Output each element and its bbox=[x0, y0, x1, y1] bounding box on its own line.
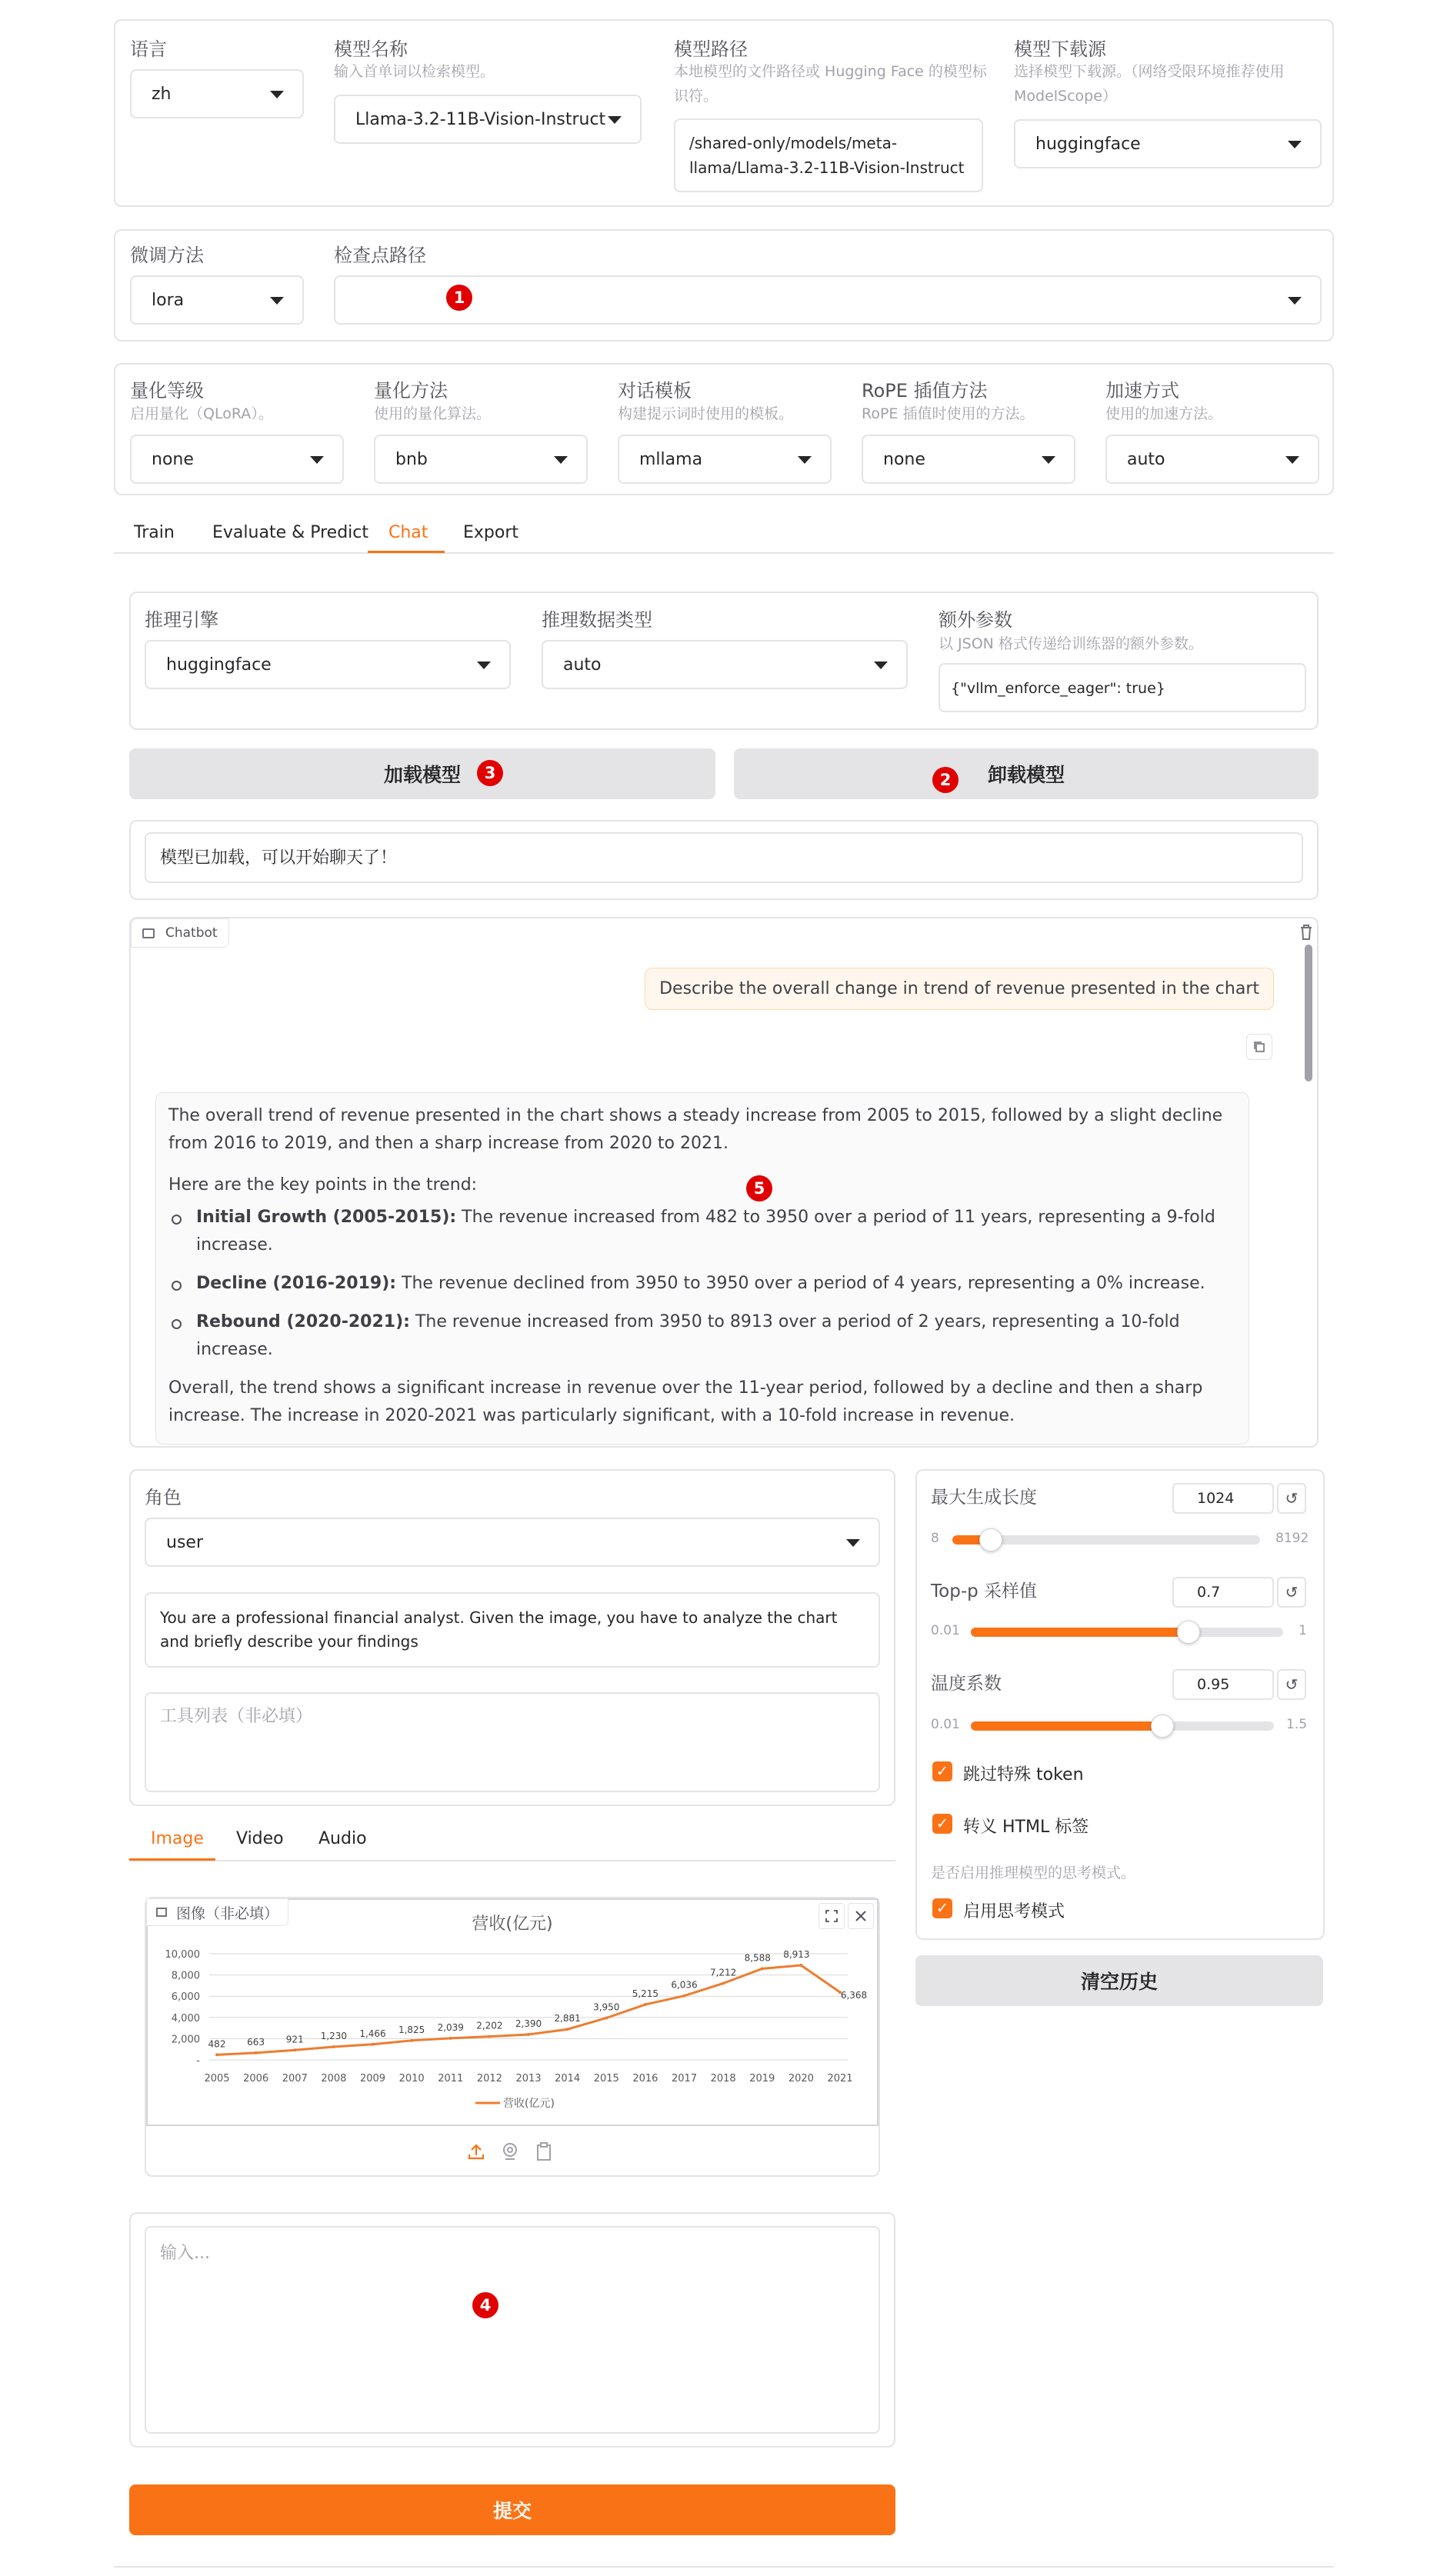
clear-history-label: 清空历史 bbox=[1080, 1971, 1158, 1993]
slider-knob[interactable] bbox=[979, 1528, 1002, 1551]
model-name-dropdown[interactable] bbox=[334, 95, 642, 144]
chevron-down-icon bbox=[1288, 297, 1302, 305]
data-label: 2,039 bbox=[437, 2021, 464, 2033]
unload-model-button[interactable] bbox=[734, 748, 1319, 799]
chevron-down-icon bbox=[874, 661, 888, 669]
copy-icon[interactable] bbox=[1246, 1034, 1272, 1060]
lang-dropdown[interactable] bbox=[130, 69, 304, 118]
x-tick-label: 2010 bbox=[398, 2073, 425, 2084]
fullscreen-icon[interactable] bbox=[819, 1903, 845, 1929]
data-point bbox=[293, 2048, 296, 2051]
chevron-down-icon bbox=[310, 456, 324, 464]
chevron-down-icon bbox=[270, 297, 284, 305]
data-point bbox=[255, 2051, 258, 2054]
submit-button[interactable] bbox=[129, 2484, 895, 2535]
x-tick-label: 2015 bbox=[593, 2073, 619, 2084]
media-tab-video[interactable]: Video bbox=[236, 1829, 284, 1848]
escape-html-label: 转义 HTML 标签 bbox=[963, 1818, 1089, 1837]
x-tick-label: 2006 bbox=[243, 2073, 269, 2084]
clear-history-button[interactable] bbox=[915, 1955, 1323, 2006]
finetune-value: lora bbox=[152, 290, 185, 310]
clipboard-icon[interactable] bbox=[534, 2141, 554, 2161]
y-tick-label: 2,000 bbox=[171, 2034, 200, 2046]
image-label: 图像（非必填） bbox=[176, 1905, 279, 1922]
data-point bbox=[605, 2016, 608, 2019]
dtype-dropdown[interactable] bbox=[542, 640, 908, 689]
data-label: 2,881 bbox=[554, 2013, 581, 2024]
template-label: 对话模板 bbox=[618, 380, 692, 402]
data-point bbox=[449, 2037, 452, 2040]
data-point bbox=[566, 2028, 569, 2031]
x-tick-label: 2008 bbox=[321, 2073, 347, 2084]
booster-info: 使用的加速方法。 bbox=[1105, 405, 1223, 422]
max-new-tokens-input[interactable]: 1024 bbox=[1172, 1483, 1274, 1514]
x-tick-label: 2005 bbox=[204, 2073, 230, 2084]
reset-icon[interactable]: ↺ bbox=[1277, 1483, 1306, 1514]
media-tab-audio[interactable]: Audio bbox=[318, 1829, 367, 1848]
temperature-max: 1.5 bbox=[1286, 1717, 1308, 1732]
assistant-bullet-list bbox=[168, 1204, 1236, 1364]
quant-bit-value: none bbox=[152, 449, 194, 469]
image-preview-frame bbox=[146, 1898, 879, 2126]
unload-model-label: 卸载模型 bbox=[987, 764, 1065, 786]
x-tick-label: 2009 bbox=[359, 2073, 386, 2084]
think-mode-checkbox[interactable]: ✓ bbox=[932, 1898, 952, 1918]
max-new-tokens-min: 8 bbox=[931, 1531, 939, 1546]
x-tick-label: 2020 bbox=[788, 2073, 814, 2084]
data-label: 1,466 bbox=[359, 2028, 386, 2039]
data-label: 2,390 bbox=[515, 2018, 542, 2030]
temperature-slider[interactable] bbox=[971, 1721, 1274, 1731]
data-point bbox=[644, 2003, 647, 2006]
media-tab-image[interactable]: Image bbox=[151, 1829, 204, 1848]
data-point bbox=[332, 2045, 335, 2048]
data-label: 6,368 bbox=[840, 1990, 868, 2001]
chevron-down-icon bbox=[608, 116, 622, 124]
role-value: user bbox=[166, 1532, 203, 1552]
data-point bbox=[372, 2043, 375, 2046]
series-line bbox=[217, 1965, 840, 2054]
skip-special-label: 跳过特殊 token bbox=[963, 1765, 1084, 1785]
extra-args-input[interactable]: {"vllm_enforce_eager": true} bbox=[939, 663, 1306, 712]
tab-evaluate-predict[interactable]: Evaluate & Predict bbox=[212, 523, 369, 542]
booster-label: 加速方式 bbox=[1105, 380, 1179, 402]
bullet-3-bold: Rebound (2020-2021): bbox=[196, 1312, 410, 1331]
data-label: 5,215 bbox=[632, 1988, 659, 2000]
chat-bubble-icon bbox=[142, 928, 155, 938]
main-tab-divider bbox=[114, 552, 1334, 554]
chevron-down-icon bbox=[477, 661, 491, 669]
quant-method-dropdown[interactable] bbox=[374, 435, 588, 484]
finetune-dropdown[interactable] bbox=[130, 275, 304, 325]
model-name-label: 模型名称 bbox=[334, 38, 408, 60]
data-label: 921 bbox=[285, 2034, 304, 2045]
slider-fill bbox=[971, 1628, 1189, 1637]
data-point bbox=[722, 1981, 725, 1984]
template-dropdown[interactable] bbox=[618, 435, 832, 484]
model-path-info-line1: 本地模型的文件路径或 Hugging Face 的模型标 bbox=[674, 63, 987, 80]
list-item bbox=[168, 1308, 1236, 1364]
top-p-input[interactable]: 0.7 bbox=[1172, 1577, 1274, 1608]
data-label: 2,202 bbox=[476, 2020, 503, 2031]
dtype-value: auto bbox=[563, 655, 602, 675]
query-input[interactable]: 输入... bbox=[145, 2226, 880, 2434]
chevron-down-icon bbox=[1042, 456, 1055, 464]
y-tick-label: 10,000 bbox=[165, 1949, 200, 1961]
top-p-label: Top-p 采样值 bbox=[931, 1581, 1038, 1601]
data-label: 663 bbox=[247, 2036, 265, 2048]
x-tick-label: 2014 bbox=[555, 2073, 581, 2084]
assistant-paragraph-3: Overall, the trend shows a significant increase in revenue over the 11-year period, followed by a decline and then a sharp increase. The increase in 2020-2021 was particularly significant, with a 10-fold increase in revenue. bbox=[168, 1378, 1203, 1425]
bullet-2-bold: Decline (2016-2019): bbox=[196, 1274, 397, 1293]
x-tick-label: 2018 bbox=[710, 2073, 736, 2084]
annotation-badge-3: 3 bbox=[477, 760, 503, 786]
upload-icon[interactable] bbox=[466, 2141, 486, 2161]
assistant-message bbox=[155, 1092, 1249, 1445]
model-path-info-line2: 识符。 bbox=[674, 88, 718, 105]
y-tick-label: 8,000 bbox=[171, 1970, 200, 1982]
load-model-button[interactable] bbox=[129, 748, 715, 799]
list-item bbox=[168, 1204, 1236, 1259]
image-icon bbox=[156, 1908, 167, 1917]
tab-chat-underline bbox=[368, 551, 445, 553]
load-model-label: 加载模型 bbox=[383, 764, 461, 786]
tools-input[interactable]: 工具列表（非必填） bbox=[145, 1692, 880, 1792]
ckpt-label: 检查点路径 bbox=[334, 245, 426, 266]
data-point bbox=[410, 2039, 413, 2042]
temperature-label: 温度系数 bbox=[931, 1674, 1002, 1694]
lang-label: 语言 bbox=[130, 38, 167, 60]
y-tick-label: 6,000 bbox=[171, 1991, 200, 2004]
rope-value: none bbox=[883, 449, 925, 469]
data-point bbox=[683, 1994, 686, 1998]
template-value: mllama bbox=[639, 449, 703, 469]
finetune-label: 微调方法 bbox=[130, 245, 204, 266]
lang-value: zh bbox=[152, 84, 172, 104]
annotation-badge-2: 2 bbox=[932, 767, 959, 793]
x-tick-label: 2011 bbox=[438, 2073, 464, 2084]
max-new-tokens-label: 最大生成长度 bbox=[931, 1488, 1037, 1508]
system-prompt-input[interactable]: You are a professional financial analyst. Given the image, you have to analyze the chart and briefly describe your findings bbox=[145, 1592, 880, 1668]
role-label: 角色 bbox=[145, 1487, 182, 1508]
dtype-label: 推理数据类型 bbox=[542, 609, 652, 631]
tab-train[interactable]: Train bbox=[134, 523, 175, 542]
chat-scrollbar-thumb[interactable] bbox=[1305, 945, 1312, 1081]
chevron-down-icon bbox=[1288, 141, 1302, 148]
status-box: 模型已加载，可以开始聊天了！ bbox=[145, 832, 1303, 883]
hub-dropdown[interactable] bbox=[1014, 119, 1322, 168]
media-tab-image-underline bbox=[129, 1858, 215, 1861]
media-tab-divider bbox=[129, 1860, 895, 1861]
quant-bit-dropdown[interactable] bbox=[130, 435, 344, 484]
model-name-info: 输入首单词以检索模型。 bbox=[334, 63, 495, 80]
reset-icon[interactable]: ↺ bbox=[1277, 1577, 1306, 1608]
extra-args-info: 以 JSON 格式传递给训练器的额外参数。 bbox=[939, 635, 1203, 652]
annotation-badge-4: 4 bbox=[472, 2292, 498, 2318]
bullet-3-text: The revenue increased from 3950 to 8913 over a period of 2 years, representing a 10-fold increase. bbox=[196, 1312, 1180, 1359]
slider-fill bbox=[971, 1721, 1162, 1731]
legend-label: 营收(亿元) bbox=[503, 2098, 555, 2110]
slider-knob[interactable] bbox=[1151, 1715, 1174, 1738]
max-new-tokens-slider[interactable] bbox=[952, 1535, 1260, 1545]
escape-html-checkbox[interactable]: ✓ bbox=[932, 1814, 952, 1834]
chart-title: 营收(亿元) bbox=[472, 1915, 553, 1934]
backend-dropdown[interactable] bbox=[145, 640, 511, 689]
model-path-label: 模型路径 bbox=[674, 38, 748, 60]
rope-info: RoPE 插值时使用的方法。 bbox=[862, 405, 1035, 422]
hub-value: huggingface bbox=[1035, 134, 1141, 154]
booster-dropdown[interactable] bbox=[1105, 435, 1319, 484]
assistant-paragraph-1: The overall trend of revenue presented in the chart shows a steady increase from 2005 to 2015, followed by a slight decline from 2016 to 2019, and then a sharp increase from 2020 to 2021. bbox=[168, 1106, 1223, 1153]
chevron-down-icon bbox=[554, 456, 568, 464]
data-point bbox=[761, 1967, 764, 1970]
model-name-value: Llama-3.2-11B-Vision-Instruct bbox=[355, 109, 606, 129]
x-tick-label: 2007 bbox=[282, 2073, 308, 2084]
max-new-tokens-max: 8192 bbox=[1275, 1531, 1309, 1546]
annotation-badge-5: 5 bbox=[746, 1175, 772, 1201]
extra-args-label: 额外参数 bbox=[939, 609, 1012, 631]
x-tick-label: 2019 bbox=[749, 2073, 775, 2084]
template-info: 构建提示词时使用的模板。 bbox=[618, 405, 794, 422]
webcam-icon[interactable] bbox=[500, 2141, 520, 2161]
data-label: 3,950 bbox=[593, 2001, 620, 2013]
model-path-input[interactable] bbox=[674, 118, 983, 192]
quant-method-label: 量化方法 bbox=[374, 380, 448, 402]
data-label: 1,230 bbox=[320, 2031, 348, 2042]
chevron-down-icon bbox=[846, 1539, 860, 1547]
top-p-slider[interactable] bbox=[971, 1628, 1283, 1637]
model-path-value-line2: llama/Llama-3.2-11B-Vision-Instruct bbox=[689, 158, 965, 177]
booster-value: auto bbox=[1127, 449, 1165, 469]
top-p-max: 1 bbox=[1299, 1623, 1307, 1638]
data-label: 1,825 bbox=[398, 2024, 425, 2035]
chevron-down-icon bbox=[270, 91, 284, 98]
data-point bbox=[488, 2035, 491, 2038]
hub-label: 模型下载源 bbox=[1014, 38, 1106, 60]
temperature-input[interactable]: 0.95 bbox=[1172, 1669, 1274, 1700]
x-tick-label: 2021 bbox=[827, 2073, 853, 2084]
chevron-down-icon bbox=[798, 456, 812, 464]
close-icon[interactable] bbox=[848, 1903, 874, 1929]
temperature-min: 0.01 bbox=[931, 1717, 960, 1732]
annotation-badge-1: 1 bbox=[446, 285, 472, 311]
chatbot-label: Chatbot bbox=[165, 925, 218, 941]
quant-bit-info: 启用量化（QLoRA）。 bbox=[130, 405, 273, 422]
data-label: 8,913 bbox=[783, 1949, 810, 1961]
x-tick-label: 2012 bbox=[476, 2073, 502, 2084]
submit-label: 提交 bbox=[492, 2500, 532, 2522]
x-tick-label: 2013 bbox=[515, 2073, 542, 2084]
data-point bbox=[799, 1964, 802, 1967]
chevron-down-icon bbox=[1285, 456, 1299, 464]
reset-icon[interactable]: ↺ bbox=[1277, 1669, 1306, 1700]
x-tick-label: 2017 bbox=[671, 2073, 698, 2084]
hub-info-line1: 选择模型下载源。（网络受限环境推荐使用 bbox=[1014, 63, 1285, 80]
role-dropdown[interactable] bbox=[145, 1518, 880, 1567]
tab-export[interactable]: Export bbox=[463, 523, 519, 542]
quant-bit-label: 量化等级 bbox=[130, 380, 204, 402]
chatbot-label-chip bbox=[131, 918, 229, 948]
y-tick-label: 4,000 bbox=[171, 2012, 200, 2024]
chatbot-panel bbox=[129, 917, 1319, 1448]
list-item bbox=[168, 1270, 1236, 1298]
user-message: Describe the overall change in trend of revenue presented in the chart bbox=[645, 968, 1274, 1010]
rope-label: RoPE 插值方法 bbox=[862, 380, 988, 402]
data-label: 8,588 bbox=[744, 1952, 771, 1964]
quant-method-info: 使用的量化算法。 bbox=[374, 405, 492, 422]
trash-icon[interactable] bbox=[1299, 923, 1314, 941]
assistant-paragraph-2: Here are the key points in the trend: bbox=[168, 1175, 478, 1195]
ckpt-dropdown[interactable] bbox=[334, 275, 1322, 325]
hub-info-line2: ModelScope） bbox=[1014, 88, 1117, 105]
slider-knob[interactable] bbox=[1177, 1621, 1200, 1644]
model-path-value-line1: /shared-only/models/meta- bbox=[689, 134, 898, 152]
bullet-1-text: The revenue increased from 482 to 3950 over a period of 11 years, representing a 9-fold increase. bbox=[196, 1208, 1215, 1255]
quant-method-value: bnb bbox=[395, 449, 428, 469]
data-point bbox=[215, 2053, 218, 2056]
think-info: 是否启用推理模型的思考模式。 bbox=[931, 1865, 1136, 1881]
rope-dropdown[interactable] bbox=[862, 435, 1075, 484]
top-p-min: 0.01 bbox=[931, 1623, 960, 1638]
y-tick-label: - bbox=[196, 2055, 200, 2067]
backend-value: huggingface bbox=[166, 655, 272, 675]
tab-chat[interactable]: Chat bbox=[388, 523, 428, 542]
bullet-2-text: The revenue declined from 3950 to 3950 over a period of 4 years, representing a 0% increase. bbox=[396, 1274, 1205, 1293]
image-label-chip bbox=[146, 1898, 288, 1926]
bullet-1-bold: Initial Growth (2005-2015): bbox=[196, 1208, 457, 1227]
chat-scrollbar-track[interactable] bbox=[1303, 945, 1314, 1445]
data-label: 482 bbox=[208, 2038, 226, 2050]
revenue-chart bbox=[148, 1900, 877, 2124]
skip-special-checkbox[interactable]: ✓ bbox=[932, 1761, 952, 1781]
data-point bbox=[527, 2033, 530, 2036]
data-label: 6,036 bbox=[671, 1979, 698, 1991]
backend-label: 推理引擎 bbox=[145, 609, 218, 631]
x-tick-label: 2016 bbox=[632, 2073, 658, 2084]
bottom-divider bbox=[114, 2566, 1334, 2568]
think-mode-label: 启用思考模式 bbox=[963, 1902, 1065, 1921]
data-label: 7,212 bbox=[709, 1967, 737, 1978]
